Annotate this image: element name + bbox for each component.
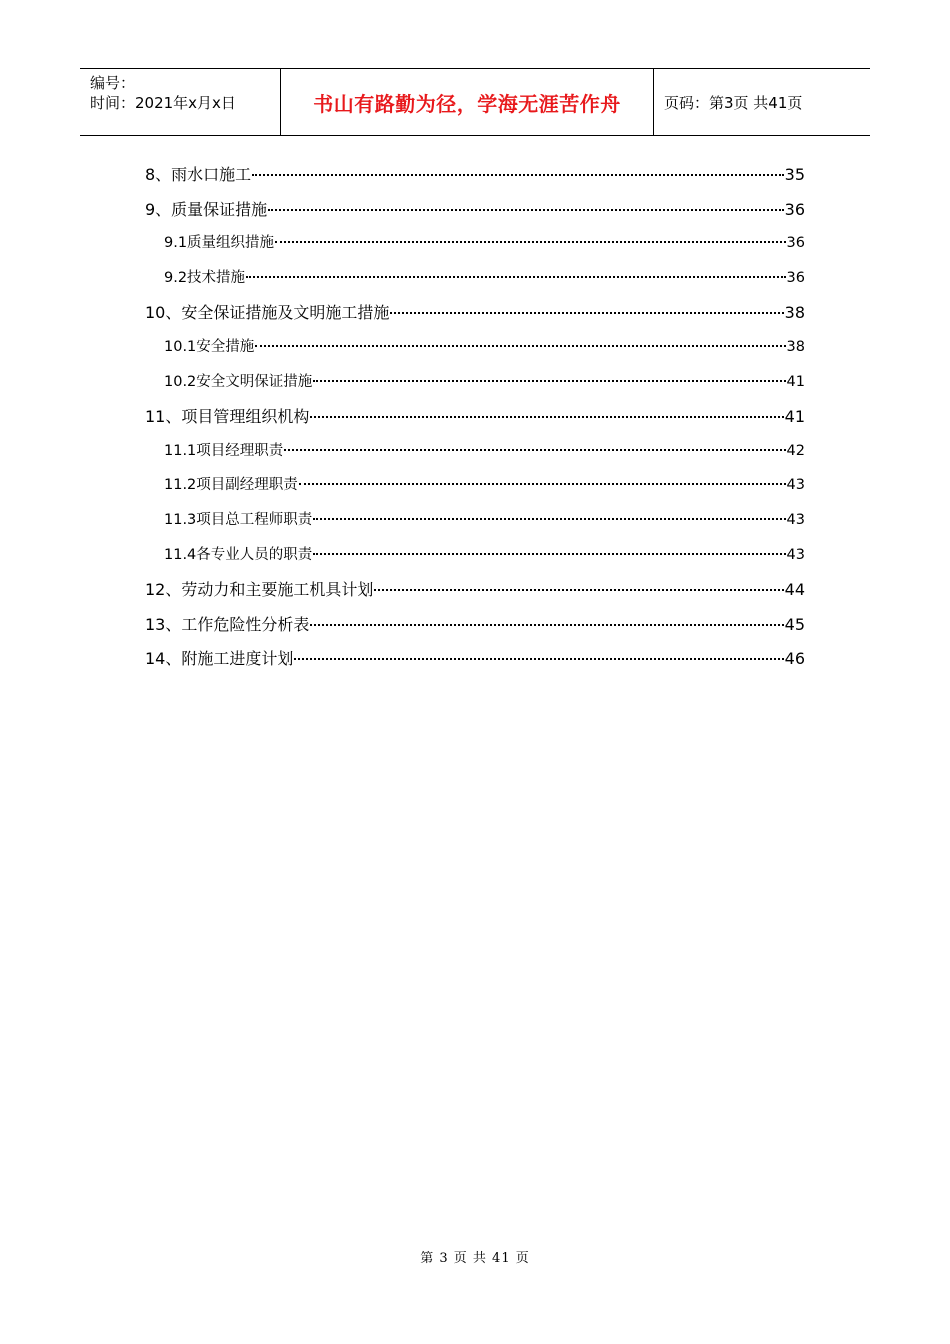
toc-entry[interactable] bbox=[145, 193, 805, 228]
toc-dot-leader bbox=[246, 276, 785, 278]
toc-entry[interactable] bbox=[145, 469, 805, 504]
toc-entry[interactable] bbox=[145, 262, 805, 297]
toc-entry-title: 8、雨水口施工 bbox=[145, 165, 252, 184]
toc-dot-leader bbox=[374, 589, 783, 591]
toc-dot-leader bbox=[313, 380, 785, 382]
toc-entry[interactable] bbox=[145, 366, 805, 401]
toc-entry[interactable] bbox=[145, 331, 805, 366]
header-page-info bbox=[654, 69, 870, 135]
toc-entry[interactable] bbox=[145, 435, 805, 470]
toc-entry[interactable] bbox=[145, 573, 805, 608]
header-motto: 书山有路勤为径，学海无涯苦作舟 bbox=[313, 91, 621, 116]
toc-entry[interactable] bbox=[145, 158, 805, 193]
toc-entry-page: 42 bbox=[786, 442, 805, 459]
toc-dot-leader bbox=[268, 209, 783, 211]
toc-dot-leader bbox=[313, 518, 785, 520]
toc-entry-page: 36 bbox=[784, 199, 805, 219]
toc-entry-title: 11、项目管理组织机构 bbox=[145, 407, 310, 427]
toc-entry-page: 46 bbox=[784, 649, 805, 669]
toc-entry-title: 11.4各专业人员的职责 bbox=[164, 546, 313, 563]
toc-entry-title: 10、安全保证措施及文明施工措施 bbox=[145, 303, 390, 323]
toc-entry-page: 36 bbox=[786, 269, 805, 286]
toc-entry-title: 9、质量保证措施 bbox=[145, 199, 268, 219]
footer-page-number: 第 3 页 共 41 页 bbox=[420, 1251, 530, 1266]
document-date: 时间：2021年x月x日 bbox=[90, 94, 236, 112]
header-page-label: 页码：第3页 共41页 bbox=[664, 93, 803, 112]
document-number-label: 编号： bbox=[90, 74, 136, 92]
toc-entry[interactable] bbox=[145, 227, 805, 262]
toc-dot-leader bbox=[252, 174, 783, 176]
toc-entry-title: 13、工作危险性分析表 bbox=[145, 614, 310, 634]
header-meta bbox=[80, 69, 281, 135]
toc-entry-title: 11.3项目总工程师职责 bbox=[164, 511, 313, 528]
toc-entry-page: 38 bbox=[786, 338, 805, 355]
toc-entry-title: 14、附施工进度计划 bbox=[145, 649, 294, 669]
toc-entry-page: 44 bbox=[784, 580, 805, 600]
toc-dot-leader bbox=[255, 345, 785, 347]
toc-entry-page: 43 bbox=[786, 546, 805, 563]
toc-entry-page: 38 bbox=[784, 303, 805, 323]
toc-dot-leader bbox=[299, 483, 786, 485]
toc-entry-title: 10.2安全文明保证措施 bbox=[164, 373, 313, 390]
toc-entry-page: 41 bbox=[786, 373, 805, 390]
table-of-contents bbox=[145, 158, 805, 677]
toc-entry-page: 45 bbox=[784, 614, 805, 634]
toc-dot-leader bbox=[310, 416, 783, 418]
toc-entry[interactable] bbox=[145, 539, 805, 574]
toc-dot-leader bbox=[310, 624, 783, 626]
toc-entry-title: 9.2技术措施 bbox=[164, 269, 246, 286]
toc-entry[interactable] bbox=[145, 642, 805, 677]
header-motto-cell bbox=[281, 69, 654, 135]
toc-entry-page: 43 bbox=[786, 511, 805, 528]
toc-entry[interactable] bbox=[145, 504, 805, 539]
toc-entry-title: 10.1安全措施 bbox=[164, 338, 255, 355]
toc-entry-title: 11.1项目经理职责 bbox=[164, 442, 284, 459]
page-footer bbox=[0, 1247, 950, 1266]
toc-dot-leader bbox=[390, 312, 783, 314]
toc-entry[interactable] bbox=[145, 400, 805, 435]
toc-entry[interactable] bbox=[145, 608, 805, 643]
toc-entry-page: 43 bbox=[786, 477, 805, 494]
toc-entry-title: 12、劳动力和主要施工机具计划 bbox=[145, 580, 374, 600]
toc-dot-leader bbox=[313, 553, 785, 555]
toc-entry-page: 41 bbox=[784, 407, 805, 427]
toc-entry-title: 11.2项目副经理职责 bbox=[164, 477, 298, 494]
toc-entry-page: 35 bbox=[784, 165, 805, 184]
toc-entry-title: 9.1质量组织措施 bbox=[164, 235, 275, 252]
toc-entry[interactable] bbox=[145, 296, 805, 331]
page-header bbox=[80, 68, 870, 136]
toc-dot-leader bbox=[284, 449, 785, 451]
toc-dot-leader bbox=[294, 658, 783, 660]
toc-entry-page: 36 bbox=[786, 235, 805, 252]
toc-dot-leader bbox=[275, 241, 785, 243]
